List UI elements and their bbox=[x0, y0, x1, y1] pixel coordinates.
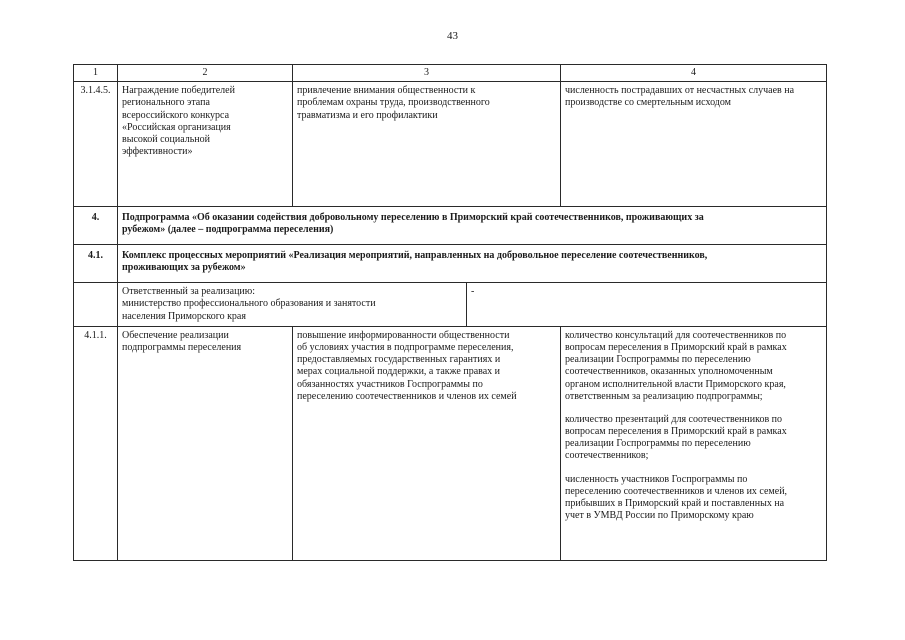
text-line: прибывших в Приморский край и поставленных на bbox=[565, 498, 785, 509]
section-number: 4.1. bbox=[74, 245, 118, 283]
page-number: 43 bbox=[447, 30, 458, 42]
text-line: травматизма и его профилактики bbox=[297, 109, 438, 121]
table-row-3-1-4-5 bbox=[74, 82, 827, 207]
text-line: учет в УМВД России по Приморскому краю bbox=[565, 510, 754, 522]
paragraph-gap bbox=[565, 403, 822, 414]
responsible-split bbox=[118, 283, 826, 326]
text-line: мерах социальной поддержки, а также правах и bbox=[297, 366, 501, 378]
section-title-line: проживающих за рубежом» bbox=[122, 262, 246, 274]
measure-name-cell bbox=[118, 326, 293, 560]
text-line: реализации Госпрограммы по переселению bbox=[565, 354, 751, 366]
row-number: 3.1.4.5. bbox=[74, 82, 118, 207]
indicator-cell bbox=[561, 326, 827, 560]
text-line: количество консультаций для соотечественников по bbox=[565, 329, 787, 341]
header-col-3: 3 bbox=[293, 65, 561, 82]
header-col-4: 4 bbox=[561, 65, 827, 82]
text-line: органом исполнительной власти Приморского края, bbox=[565, 378, 786, 390]
table-row-section-4 bbox=[74, 207, 827, 245]
section-title-cell bbox=[118, 207, 827, 245]
text-line: вопросам переселения в Приморский край в рамках bbox=[565, 341, 787, 353]
text-line: об условиях участия в подпрограмме переселения, bbox=[297, 341, 514, 353]
text-line: проблемам охраны труда, производственного bbox=[297, 97, 490, 109]
text-line: всероссийского конкурса bbox=[122, 109, 230, 121]
text-line: Награждение победителей bbox=[122, 85, 235, 97]
text-line: министерство профессионального образования и занятости bbox=[122, 298, 376, 310]
effect-cell bbox=[293, 326, 561, 560]
text-line: переселению соотечественников и членов их семей, bbox=[565, 485, 788, 497]
text-line: переселению соотечественников и членов их семей bbox=[297, 390, 517, 402]
responsible-cell bbox=[118, 283, 827, 327]
text-line: обязанностях участников Госпрограммы по bbox=[297, 378, 483, 390]
section-title-line: Подпрограмма «Об оказании содействия добровольному переселению в Приморский край соотечественников, проживающих за bbox=[122, 212, 704, 224]
responsible-value: - bbox=[471, 286, 475, 298]
section-title-cell bbox=[118, 245, 827, 283]
text-line: подпрограммы переселения bbox=[122, 341, 242, 353]
text-line: регионального этапа bbox=[122, 97, 210, 109]
measure-name-cell bbox=[118, 82, 293, 207]
text-line: соотечественников, оказанных уполномоченным bbox=[565, 366, 773, 378]
text-line: численность участников Госпрограммы по bbox=[565, 473, 748, 485]
text-line: численность пострадавших от несчастных случаев на bbox=[565, 85, 795, 97]
text-line: вопросам переселения в Приморский край в рамках bbox=[565, 426, 787, 438]
paragraph-gap bbox=[565, 463, 822, 474]
table-row-section-4-1 bbox=[74, 245, 827, 283]
text-line: соотечественников; bbox=[565, 450, 649, 462]
table-row-4-1-1 bbox=[74, 326, 827, 560]
section-title-line: рубежом» (далее – подпрограмма переселения) bbox=[122, 224, 334, 236]
header-col-2: 2 bbox=[118, 65, 293, 82]
effect-cell bbox=[293, 82, 561, 207]
text-line: повышение информированности общественности bbox=[297, 329, 510, 341]
text-line: ответственным за реализацию подпрограммы; bbox=[565, 390, 763, 402]
table-row-responsible bbox=[74, 283, 827, 327]
text-line: эффективности» bbox=[122, 146, 193, 158]
text-line: реализации Госпрограммы по переселению bbox=[565, 438, 751, 450]
text-line: привлечение внимания общественности к bbox=[297, 85, 476, 97]
text-line: населения Приморского края bbox=[122, 310, 246, 322]
indicator-cell bbox=[561, 82, 827, 207]
header-col-1: 1 bbox=[74, 65, 118, 82]
text-line: высокой социальной bbox=[122, 133, 211, 145]
table-header-row bbox=[74, 65, 827, 82]
text-line: Ответственный за реализацию: bbox=[122, 286, 256, 298]
text-line: «Российская организация bbox=[122, 121, 231, 133]
document-table bbox=[73, 64, 827, 561]
text-line: количество презентаций для соотечественников по bbox=[565, 413, 783, 425]
text-line: предоставляемых государственных гарантиях и bbox=[297, 354, 501, 366]
responsible-label bbox=[118, 283, 467, 326]
text-line: производстве со смертельным исходом bbox=[565, 97, 732, 109]
empty-cell bbox=[74, 283, 118, 327]
row-number: 4.1.1. bbox=[74, 326, 118, 560]
text-line: Обеспечение реализации bbox=[122, 329, 229, 341]
section-number: 4. bbox=[74, 207, 118, 245]
section-title-line: Комплекс процессных мероприятий «Реализация мероприятий, направленных на добровольное переселение соотечественников, bbox=[122, 250, 708, 262]
